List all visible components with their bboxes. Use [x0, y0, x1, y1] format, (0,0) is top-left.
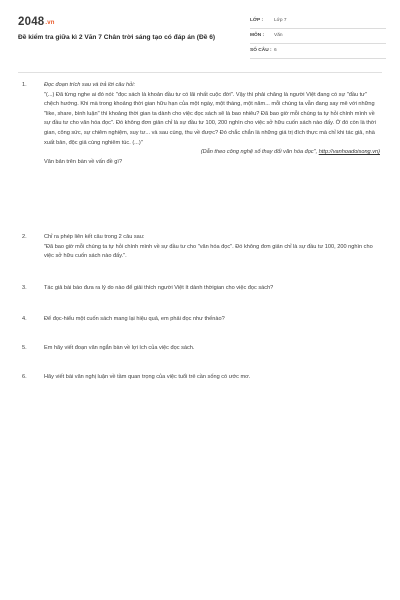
logo-suffix: .vn: [45, 20, 55, 26]
meta-label: SỐ CÂU :: [250, 48, 272, 53]
header-divider: [18, 72, 382, 73]
question-number: 4.: [22, 316, 27, 322]
question-text: Hãy viết bài văn nghị luận về tầm quan trọng của việc tuổi trẻ cần sống có ước mơ.: [44, 374, 251, 380]
question-passage: "(...) Đã từng nghe ai đó nói: "đọc sách là khoản đầu tư có lãi nhất cuộc đời". Vậy thì phải chăng là người Việt đang có sự "đầu tư" chệch hướng. Khi mà trong khoảng thời gian hữu hạn của một ngày, một tháng, một năm... mỗi chúng ta vẫn đang say mê với những "like, share, bình luận" thì khoảng thời gian ta dành cho việc đọc sách sẽ là bao nhiêu? Đã bao giờ mỗi chúng ta tự hỏi chính mình về sự đầu tư cho văn hóa đọc". Đó không đơn giản chỉ là sự đầu tư 100, 200 nghìn cho việc sở hữu cuốn sách nào đấy. Ở đó còn là thời gian, công sức, sự chiêm nghiệm, suy tư... và sau cùng, thu về được? Đó chắc chắn là những giá trị đích thực mà chỉ khi tác giả, nhà xuất bản, độc giả cùng nghiêm túc. (...)": [44, 91, 376, 146]
question-intro: Đọc đoạn trích sau và trả lời câu hỏi:: [44, 82, 136, 88]
question-number: 5.: [22, 345, 27, 351]
passage-source: [44, 148, 380, 158]
question-passage: "Đã bao giờ mỗi chúng ta tự hỏi chính mình về sự đầu tư cho "văn hóa đọc". Đó không đơn giản chỉ là sự đầu tư 100, 200 nghìn cho việc sở hữu cuốn sách nào đấy.".: [44, 243, 373, 260]
page-title: Đề kiểm tra giữa kì 2 Văn 7 Chân trời sáng tạo có đáp án (Đề 6): [18, 34, 216, 41]
question-number: 1.: [22, 82, 27, 88]
meta-value: Lớp 7: [274, 18, 287, 23]
meta-info: [250, 14, 386, 59]
question-number: 6.: [22, 374, 27, 380]
question-number: 3.: [22, 285, 27, 291]
meta-label: MÔN :: [250, 33, 265, 38]
meta-row-subject: [250, 29, 386, 44]
question-body: [44, 81, 380, 167]
question-text: Để đọc-hiểu một cuốn sách mang lại hiệu quả, em phải đọc như thếnào?: [44, 316, 225, 322]
source-text: (Dẫn theo công nghệ số thay đổi văn hóa đọc",: [200, 149, 318, 156]
question-text: Em hãy viết đoạn văn ngắn bàn về lợi ích của việc đọc sách.: [44, 345, 195, 351]
source-link[interactable]: http://vanhoadoisong.vn): [318, 149, 380, 156]
meta-row-class: [250, 14, 386, 29]
question-intro: Chỉ ra phép liên kết câu trong 2 câu sau:: [44, 234, 145, 240]
question-number: 2.: [22, 234, 27, 240]
site-logo[interactable]: [18, 16, 55, 28]
question-text: Văn bản trên bàn về vấn đề gì?: [44, 158, 123, 165]
meta-row-question-count: [250, 44, 386, 59]
header: [18, 14, 386, 66]
meta-label: LỚP :: [250, 18, 264, 23]
meta-value: Văn: [274, 33, 283, 38]
question-body: [44, 233, 380, 262]
logo-main: 2048: [18, 16, 45, 28]
question-text: Tác giả bài báo đưa ra lý do nào để giải thích người Việt ít dành thờigian cho việc đọc sách?: [44, 285, 274, 291]
meta-value: 6: [274, 48, 277, 53]
